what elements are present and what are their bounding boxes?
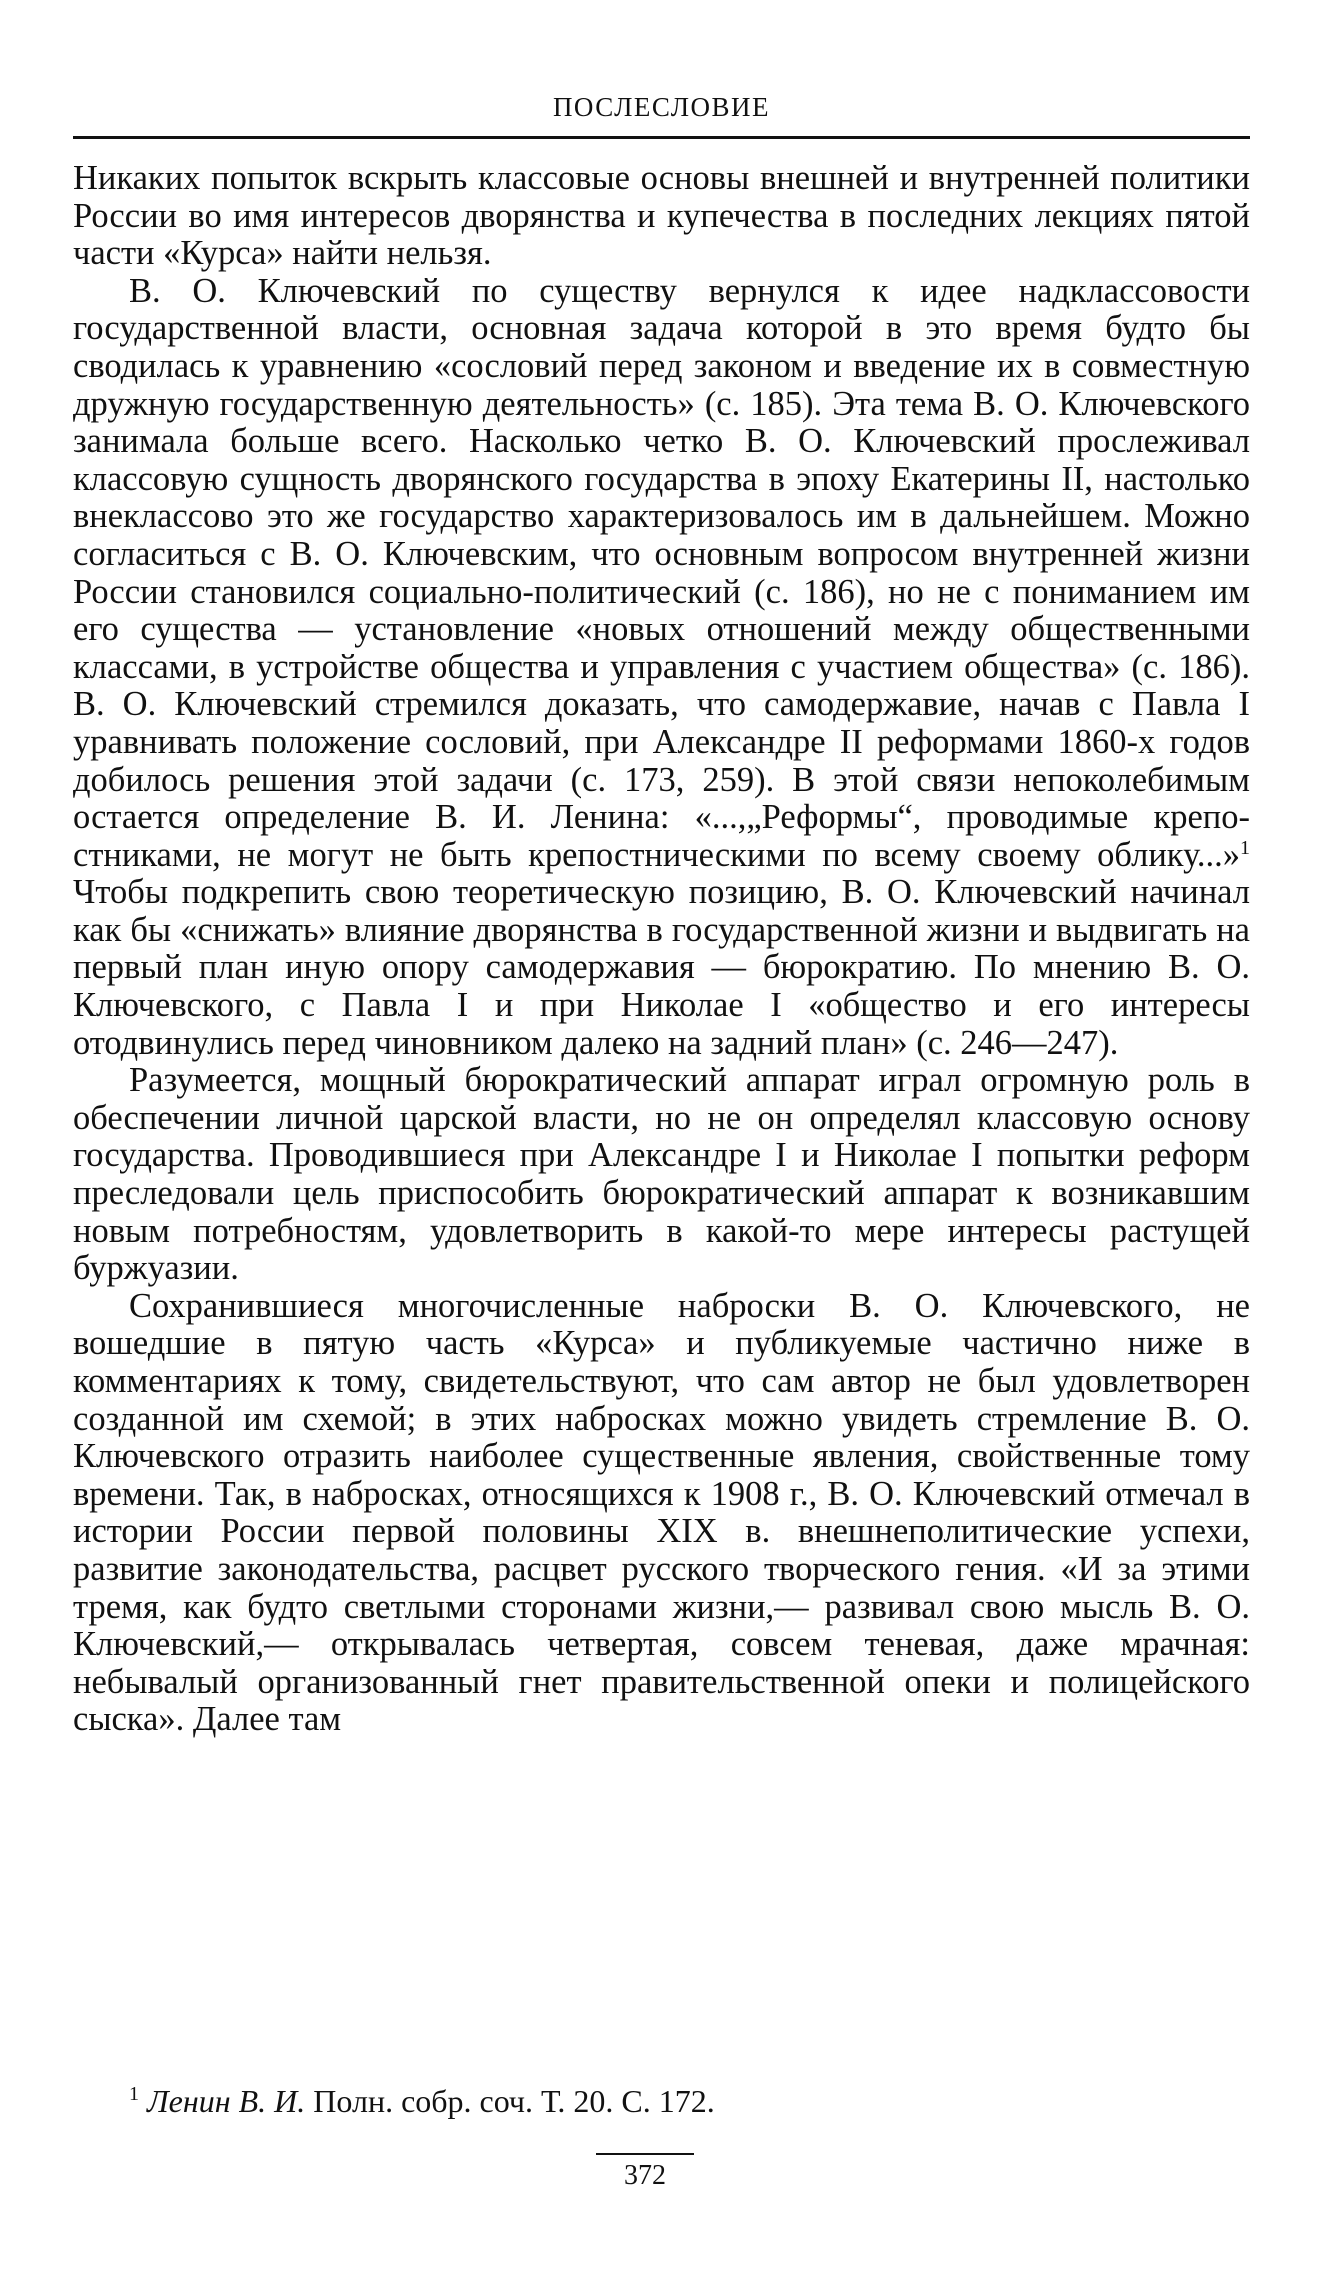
- body-text: [73, 160, 1250, 1739]
- paragraph-3: Разумеется, мощный бюрократический аппарат играл огромную роль в обеспечении личной царской власти, но не он определял классовую основу государства. Проводившиеся при Александре I и Николае I попытки реформ преследовали цель приспособить бюрократический аппарат к возникавшим новым потребностям, удовлетворить в какой-то мере интересы растущей буржуазии.: [73, 1061, 1250, 1288]
- page-number: 372: [624, 2160, 666, 2191]
- paragraph-2: [73, 273, 1250, 1062]
- footnote-reference-mark: 1: [1240, 836, 1250, 859]
- footnote-citation: Полн. собр. соч. Т. 20. С. 172.: [305, 2083, 715, 2119]
- footnote: [73, 2075, 1250, 2120]
- paragraph-2-text-before-note: В. О. Ключевский по существу вернулся к идее надклассовости государственной власти, основная задача которой в это время будто бы сводилась к уравнению «сословий перед законом и введение их в совместную дружную государственную деятельность» (с. 185). Эта тема В. О. Ключевского занимала больше всего. Насколько четко В. О. Ключевский прослеживал классовую сущность дворянского государства в эпоху Екатерины II, настолько внеклассово это же государство характеризовалось им в дальнейшем. Можно согласиться с В. О. Ключевским, что основным вопросом внутренней жизни России становился социально-политический (с. 186), но не с пониманием им его существа — установление «новых отношений между общественными классами, в устройстве общества и управления с участием общества» (с. 186). В. О. Ключевский стремился доказать, что самодержавие, начав с Павла I уравнивать положение сословий, при Александре II реформами 1860-х годов добилось решения этой задачи (с. 173, 259). В этой связи непоколебимым остается определение В. И. Ленина: «...,„Реформы“, проводимые крепостниками, не могут не быть крепостническими по всему своему облику...»: [73, 271, 1250, 874]
- paragraph-4: Сохранившиеся многочисленные наброски В. О. Ключевского, не вошедшие в пятую часть «Курса» и публикуемые частично ниже в комментариях к тому, свидетельствуют, что сам автор не был удовлетворен созданной им схемой; в этих набросках можно увидеть стремление В. О. Ключевского отразить наиболее существенные явления, свойственные тому времени. Так, в набросках, относящихся к 1908 г., В. О. Ключевский отмечал в истории России первой половины XIX в. внешнеполитические успехи, развитие законодательства, расцвет русского творческого гения. «И за этими тремя, как будто светлыми сторонами жизни,— развивал свою мысль В. О. Ключевский,— открывалась четвертая, совсем теневая, даже мрачная: небывалый организованный гнет правительственной опеки и полицейского сыска». Далее там: [73, 1286, 1250, 1739]
- paragraph-2-text-after-note: Чтобы подкрепить свою теоретическую позицию, В. О. Ключевский начинал как бы «снижать» влияние дворянства в государственной жизни и выдвигать на первый план иную опору самодержавия — бюрократию. По мнению В. О. Ключевского, с Павла I и при Николае I «общество и его интересы отодвинулись перед чиновником далеко на задний план» (с. 246—247).: [73, 873, 1250, 1062]
- footnote-mark: 1: [129, 2083, 139, 2105]
- folio-rule: [596, 2153, 694, 2155]
- footnote-author: Ленин В. И.: [147, 2083, 306, 2119]
- header-rule: [73, 136, 1250, 139]
- paragraph-1: Никаких попыток вскрыть классовые основы внешней и внутренней политики России во имя интересов дворянства и купечества в последних лекциях пятой части «Курса» найти нельзя.: [73, 159, 1250, 273]
- running-title: ПОСЛЕСЛОВИЕ: [552, 92, 771, 122]
